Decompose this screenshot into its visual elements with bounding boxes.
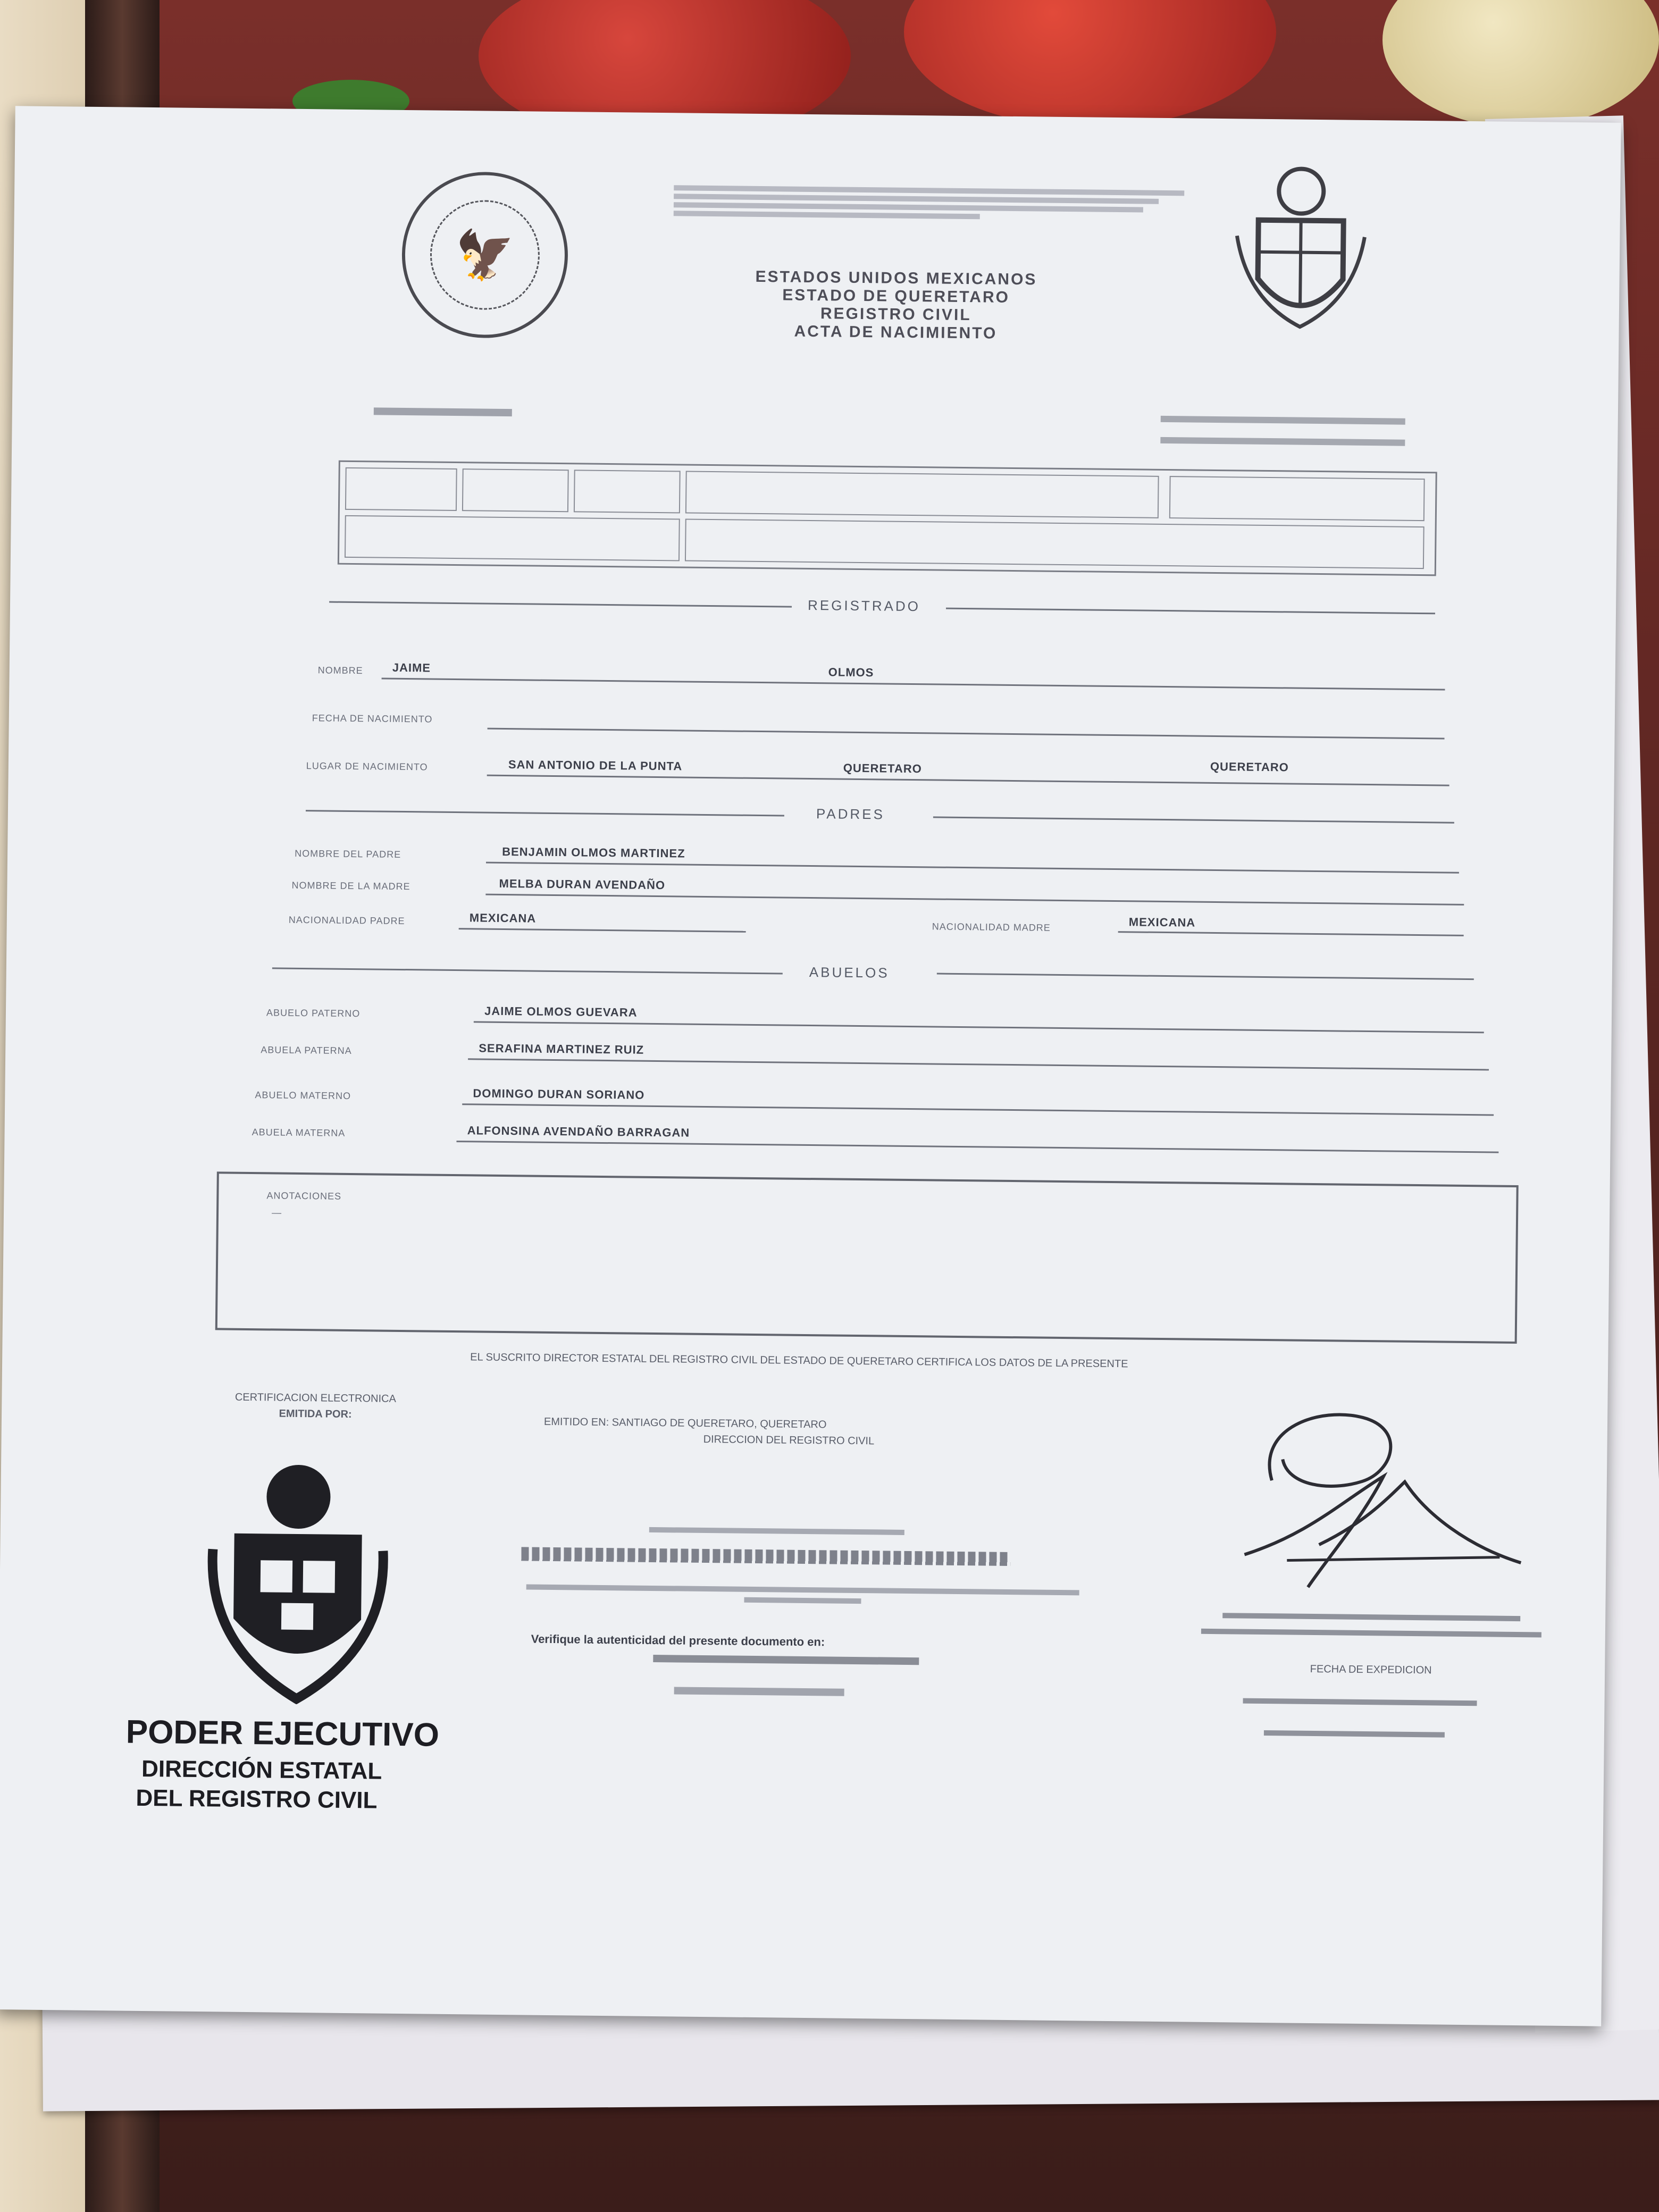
digital-signature-string — [521, 1547, 1010, 1566]
section-divider — [937, 973, 1474, 981]
primer-apellido-value: OLMOS — [828, 665, 874, 680]
underline — [485, 894, 1464, 906]
direccion-estatal-line2: DEL REGISTRO CIVIL — [136, 1784, 378, 1814]
folio-line — [374, 407, 512, 416]
abuelo-materno-label: ABUELO MATERNO — [255, 1090, 351, 1101]
grid-cell — [1169, 476, 1425, 521]
emision-line — [1264, 1730, 1445, 1738]
fecha-expedicion-label: FECHA DE EXPEDICION — [1310, 1663, 1432, 1677]
firma-autenticacion-line — [649, 1527, 904, 1535]
padre-value: BENJAMIN OLMOS MARTINEZ — [502, 844, 685, 860]
country-title: ESTADOS UNIDOS MEXICANOS — [755, 267, 1037, 289]
curp-line — [1160, 437, 1405, 446]
underline — [486, 862, 1459, 874]
queretaro-coat-of-arms-icon — [200, 1459, 395, 1705]
fine-print-line — [526, 1585, 1079, 1596]
section-divider — [946, 608, 1435, 615]
nacionalidad-madre-value: MEXICANA — [1128, 915, 1196, 929]
emitido-en: EMITIDO EN: SANTIAGO DE QUERETARO, QUERETARO — [543, 1415, 827, 1431]
underline — [1118, 931, 1464, 936]
grid-cell — [345, 515, 680, 562]
padre-label: NOMBRE DEL PADRE — [295, 848, 401, 860]
grid-cell — [685, 471, 1159, 518]
underline — [468, 1058, 1489, 1070]
grid-cell — [685, 519, 1425, 569]
nombre-label: NOMBRE — [317, 665, 363, 676]
nacionalidad-padre-label: NACIONALIDAD PADRE — [288, 914, 405, 927]
fine-print-line — [744, 1597, 861, 1604]
section-divider — [272, 967, 783, 974]
underline — [474, 1021, 1484, 1033]
abuelo-paterno-value: JAIME OLMOS GUEVARA — [484, 1004, 638, 1019]
section-divider — [306, 810, 784, 816]
underline — [488, 728, 1445, 740]
abuelo-materno-value: DOMINGO DURAN SORIANO — [473, 1086, 645, 1102]
nacionalidad-padre-value: MEXICANA — [469, 911, 537, 925]
grid-cell — [462, 468, 569, 512]
electronic-cert-label: CERTIFICACION ELECTRONICA — [234, 1391, 397, 1405]
underline — [382, 678, 1445, 691]
birth-certificate-document — [0, 106, 1621, 2026]
header-fine-print — [674, 182, 1185, 224]
registry-data-grid — [338, 460, 1437, 576]
abuela-paterna-label: ABUELA PATERNA — [261, 1044, 352, 1057]
abuela-materna-label: ABUELA MATERNA — [252, 1127, 346, 1138]
registrado-section-title: REGISTRADO — [807, 597, 921, 615]
madre-value: MELBA DURAN AVENDAÑO — [499, 876, 666, 892]
id-line — [674, 1687, 844, 1696]
fecha-expedicion-line — [1243, 1698, 1477, 1706]
registry-title: REGISTRO CIVIL — [820, 305, 971, 324]
document-heading — [640, 267, 1151, 345]
underline — [456, 1141, 1498, 1153]
signature-icon — [1222, 1395, 1544, 1621]
lugar-nacimiento-value: SAN ANTONIO DE LA PUNTA — [508, 758, 683, 773]
certification-statement: EL SUSCRITO DIRECTOR ESTATAL DEL REGISTRO CIVIL DEL ESTADO DE QUERETARO CERTIFICA LOS DATOS DE LA PRESENTE — [470, 1351, 1128, 1370]
madre-label: NOMBRE DE LA MADRE — [291, 879, 410, 892]
abuelos-section-title: ABUELOS — [809, 964, 890, 981]
verify-url-line[interactable] — [653, 1655, 919, 1665]
anotaciones-label: ANOTACIONES — [266, 1190, 342, 1202]
grid-cell — [345, 467, 457, 511]
estado-nacimiento-value: QUERETARO — [843, 761, 922, 776]
anotaciones-value: — — [271, 1207, 282, 1218]
queretaro-coat-of-arms-icon — [1225, 161, 1376, 338]
document-type-title: ACTA DE NACIMIENTO — [794, 322, 998, 342]
director-title-line — [1201, 1629, 1541, 1638]
lugar-nacimiento-label: LUGAR DE NACIMIENTO — [306, 760, 428, 773]
state-title: ESTADO DE QUERETARO — [782, 286, 1010, 306]
abuela-materna-value: ALFONSINA AVENDAÑO BARRAGAN — [467, 1124, 690, 1139]
nombre-value: JAIME — [392, 660, 431, 675]
cve-line — [1161, 416, 1405, 425]
poder-ejecutivo-title: PODER EJECUTIVO — [125, 1713, 440, 1754]
fruit-decoration — [1382, 0, 1659, 128]
abuela-paterna-value: SERAFINA MARTINEZ RUIZ — [479, 1041, 644, 1057]
mexico-coat-of-arms-icon: 🦅 — [401, 171, 568, 339]
emitida-por-label: EMITIDA POR: — [279, 1407, 352, 1421]
underline — [462, 1103, 1494, 1116]
direccion-estatal-line1: DIRECCIÓN ESTATAL — [141, 1755, 382, 1784]
section-divider — [329, 601, 792, 608]
section-divider — [933, 816, 1454, 823]
padres-section-title: PADRES — [816, 806, 885, 823]
verify-text: Verifique la autenticidad del presente documento en: — [531, 1632, 825, 1649]
nacionalidad-madre-label: NACIONALIDAD MADRE — [932, 921, 1051, 933]
underline — [459, 928, 746, 933]
grid-cell — [574, 470, 681, 513]
pais-nacimiento-value: QUERETARO — [1210, 759, 1289, 774]
underline — [487, 775, 1449, 786]
anotaciones-box — [215, 1171, 1519, 1344]
direccion-registro: DIRECCION DEL REGISTRO CIVIL — [703, 1433, 875, 1447]
fecha-nacimiento-label: FECHA DE NACIMIENTO — [312, 713, 433, 725]
abuelo-paterno-label: ABUELO PATERNO — [266, 1007, 361, 1019]
fruit-decoration — [904, 0, 1276, 128]
